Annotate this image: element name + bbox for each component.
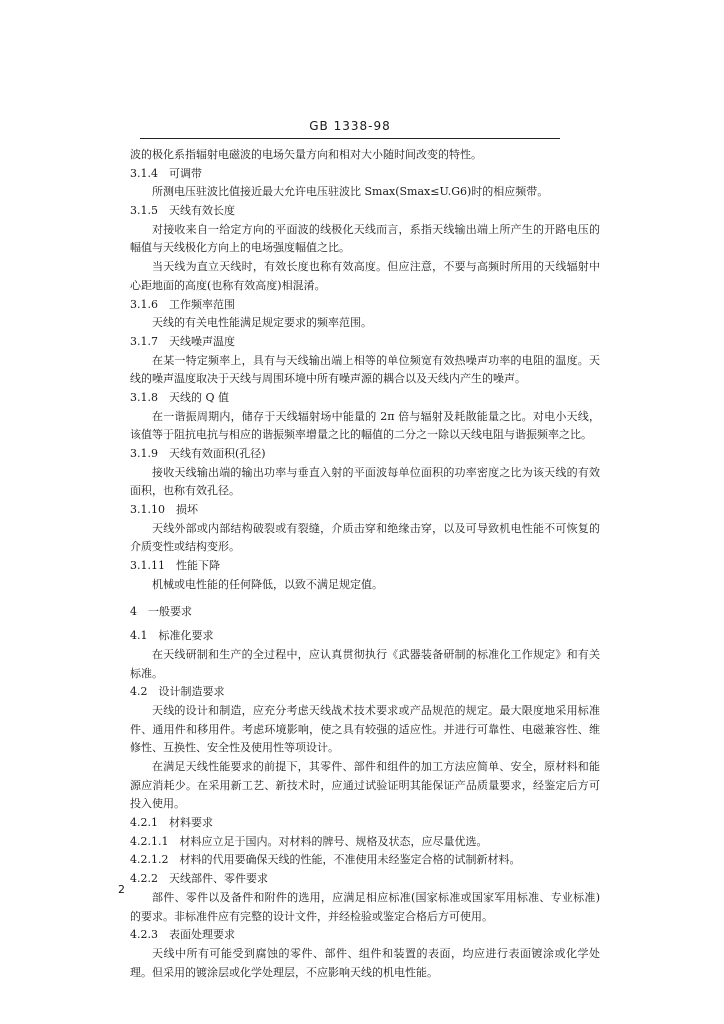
body-paragraph: 天线的有关电性能满足规定要求的频率范围。: [152, 316, 372, 330]
standard-number-header: GB 1338-98: [309, 119, 391, 133]
section-heading: 3.1.11 性能下降: [130, 559, 220, 573]
header-rule: [140, 138, 560, 139]
section-heading: 3.1.5 天线有效长度: [130, 204, 235, 218]
body-paragraph: 天线的设计和制造，应充分考虑天线战术技术要求或产品规范的规定。最大限度地采用标准件、通用件和移用件。考虑环境影响，使之具有较强的适应性。并进行可靠性、电磁兼容性、维修性、互换性、安全性及使用性等项设计。: [130, 703, 600, 755]
body-paragraph: 天线中所有可能受到腐蚀的零件、部件、组件和装置的表面，均应进行表面镀涂或化学处理。但采用的镀涂层或化学处理层，不应影响天线的机电性能。: [130, 946, 600, 979]
section-heading: 3.1.7 天线噪声温度: [130, 334, 235, 348]
section-heading: 4.2.3 表面处理要求: [130, 928, 235, 942]
body-paragraph: 对接收来自一给定方向的平面波的线极化天线而言，系指天线输出端上所产生的开路电压的幅值与天线极化方向上的电场强度幅值之比。: [130, 222, 600, 255]
body-paragraph: 在某一特定频率上，具有与天线输出端上相等的单位频宽有效热噪声功率的电阻的温度。天线的噪声温度取决于天线与周围环境中所有噪声源的耦合以及天线内产生的噪声。: [130, 353, 600, 386]
section-heading: 4.1 标准化要求: [130, 629, 214, 643]
page-number: 2: [118, 883, 125, 896]
section-heading: 3.1.6 工作频率范围: [130, 297, 235, 311]
body-paragraph: 机械或电性能的任何降低，以致不满足规定值。: [152, 577, 383, 591]
body-paragraph: 接收天线输出端的输出功率与垂直入射的平面波每单位面积的功率密度之比为该天线的有效面积，也称有效孔径。: [130, 465, 600, 498]
section-heading: 3.1.10 损坏: [130, 503, 198, 517]
chapter-heading: 4 一般要求: [130, 604, 192, 618]
document-body: [130, 146, 600, 982]
section-heading: 4.2.2 天线部件、零件要求: [130, 872, 268, 886]
body-paragraph: 部件、零件以及备件和附件的选用，应满足相应标准(国家标准或国家军用标准、专业标准)的要求。非标准件应有完整的设计文件，并经检验或鉴定合格后方可使用。: [130, 890, 600, 923]
body-paragraph: 在满足天线性能要求的前提下，其零件、部件和组件的加工方法应简单、安全，原材料和能源应消耗少。在采用新工艺、新技术时，应通过试验证明其能保证产品质量要求，经鉴定后方可投入使用。: [130, 760, 600, 811]
section-heading: 4.2.1.1 材料应立足于国内。对材料的牌号、规格及状态，应尽量优选。: [130, 834, 488, 848]
section-heading: 3.1.8 天线的 Q 值: [130, 390, 229, 404]
section-heading: 4.2 设计制造要求: [130, 685, 225, 699]
section-heading: 3.1.4 可调带: [130, 166, 202, 180]
body-paragraph: 在天线研制和生产的全过程中，应认真贯彻执行《武器装备研制的标准化工作规定》和有关标准。: [130, 647, 600, 680]
section-heading: 4.2.1.2 材料的代用要确保天线的性能，不准使用未经鉴定合格的试制新材料。: [130, 853, 521, 867]
paragraph-continuation: 波的极化系指辐射电磁波的电场矢量方向和相对大小随时间改变的特性。: [130, 148, 482, 161]
section-heading: 3.1.9 天线有效面积(孔径): [130, 447, 266, 460]
body-paragraph: 当天线为直立天线时，有效长度也称有效高度。但应注意，不要与高频时所用的天线辐射中心距地面的高度(也称有效高度)相混淆。: [130, 260, 600, 292]
section-heading: 4.2.1 材料要求: [130, 816, 213, 830]
body-paragraph: 所测电压驻波比值接近最大允许电压驻波比 Smax(Smax≤U.G6)时的相应频带。: [152, 185, 549, 199]
body-paragraph: 天线外部或内部结构破裂或有裂缝，介质击穿和绝缘击穿，以及可导致机电性能不可恢复的介质变性或结构变形。: [130, 521, 600, 554]
body-paragraph: 在一谐振周期内，储存于天线辐射场中能量的 2π 倍与辐射及耗散能量之比。对电小天线，该值等于阻抗电抗与相应的谐振频率增量之比的幅值的二分之一除以天线电阻与谐振频率之比。: [130, 409, 600, 442]
